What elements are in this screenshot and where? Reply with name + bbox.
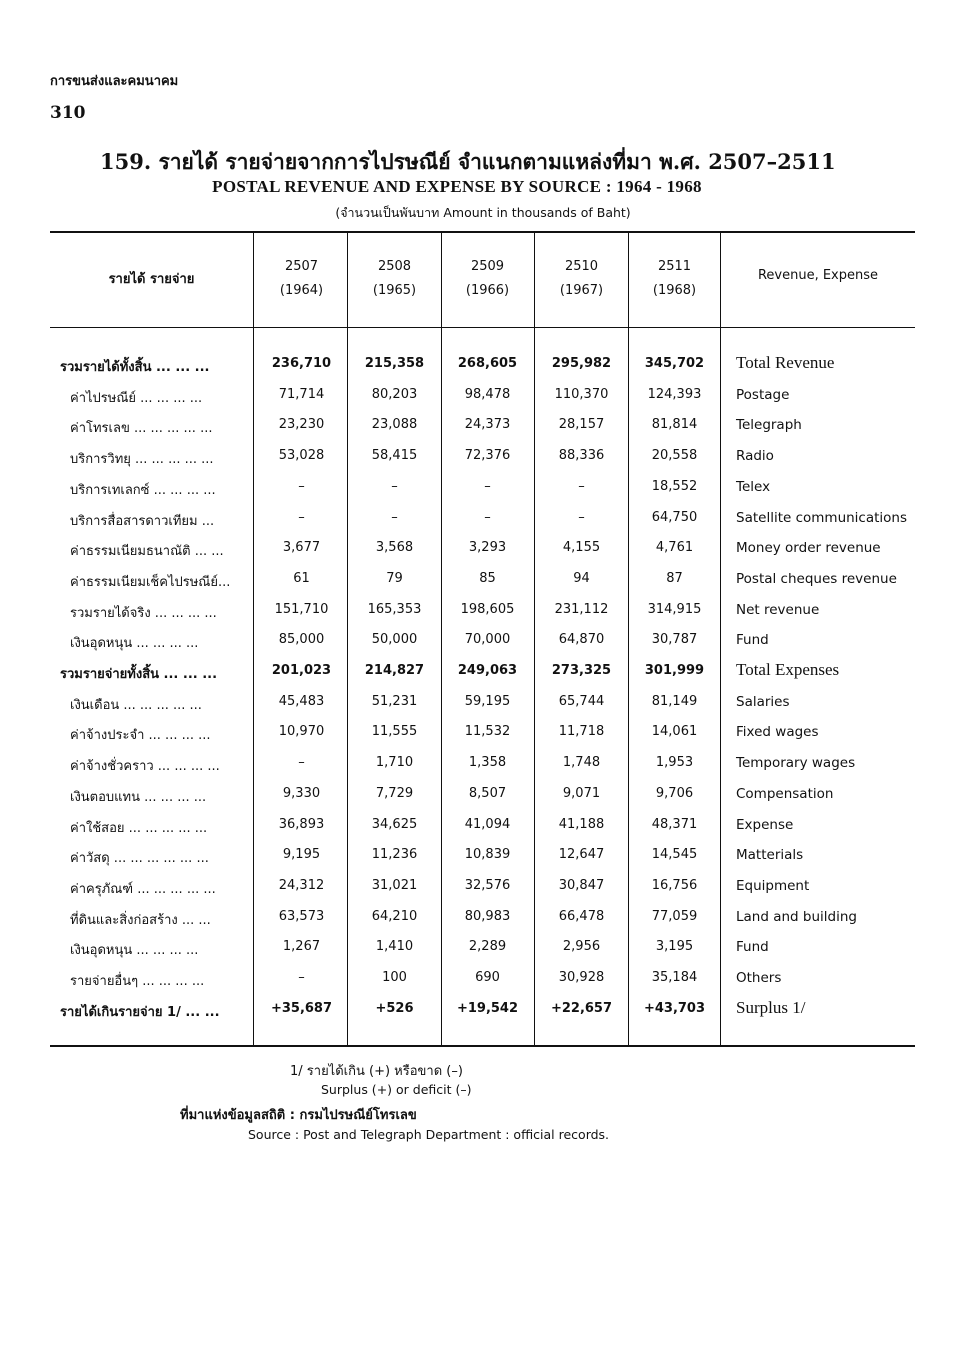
row-label-english: Fixed wages — [736, 724, 819, 741]
row-label-english: Equipment — [736, 877, 810, 894]
value-cell: 65,744 — [558, 693, 605, 709]
row-label-english: Compensation — [736, 785, 834, 802]
value-cell: 64,750 — [651, 509, 698, 525]
value-cell: 314,915 — [647, 601, 702, 617]
value-cell: 9,071 — [562, 785, 601, 801]
table-row — [50, 872, 915, 902]
value-cell: 295,982 — [551, 356, 612, 371]
value-cell: 1,358 — [468, 755, 507, 771]
value-cell: 268,605 — [457, 356, 518, 371]
row-label-thai: รายจ่ายอื่นๆ ... ... ... ... — [70, 974, 205, 989]
table-top-rule — [50, 231, 915, 233]
value-cell: 53,028 — [278, 448, 325, 464]
header-label-english: Revenue, Expense — [757, 268, 879, 283]
value-cell: 3,293 — [468, 540, 507, 556]
value-cell: 30,847 — [558, 877, 605, 893]
table-title-thai: 159. รายได้ รายจ่ายจากการไปรษณีย์ จำแนกตามแหล่งที่มา พ.ศ. 2507–2511 — [100, 149, 836, 174]
row-label-thai: ค่าใช้สอย ... ... ... ... ... — [70, 820, 208, 836]
year-header — [628, 255, 721, 303]
header-label-thai: รายได้ รายจ่าย — [108, 272, 195, 287]
source-thai: ที่มาแห่งข้อมูลสถิติ : กรมไปรษณีย์โทรเลข — [180, 1108, 417, 1123]
value-cell: 10,970 — [278, 724, 325, 740]
value-cell: 198,605 — [460, 601, 515, 617]
table-row — [50, 565, 915, 595]
value-cell: 81,814 — [651, 417, 698, 433]
table-row — [50, 933, 915, 963]
year-header — [255, 255, 348, 303]
value-cell: 4,155 — [562, 540, 601, 556]
row-label-english: Matterials — [736, 847, 804, 864]
row-label-english: Postage — [736, 386, 790, 403]
row-label-thai: บริการวิทยุ ... ... ... ... ... — [70, 452, 214, 468]
value-cell: +22,657 — [550, 1000, 613, 1016]
row-label-english: Telex — [736, 478, 771, 495]
value-cell: 3,568 — [375, 540, 414, 556]
value-cell: 64,210 — [371, 908, 418, 924]
row-label-thai: เงินเดือน ... ... ... ... ... — [70, 697, 202, 713]
footnote-thai: 1/ รายได้เกิน (+) หรือขาด (–) — [290, 1064, 463, 1079]
value-cell: 85,000 — [278, 632, 325, 648]
value-cell: 345,702 — [644, 356, 705, 371]
value-cell: 236,710 — [271, 356, 332, 371]
value-cell: – — [578, 509, 585, 525]
table-row — [50, 903, 915, 933]
year-header — [348, 255, 441, 303]
value-cell: – — [391, 478, 398, 494]
value-cell: +526 — [375, 1000, 414, 1016]
value-cell: 16,756 — [651, 877, 698, 893]
value-cell: 11,718 — [558, 724, 605, 740]
value-cell: 215,358 — [364, 356, 425, 371]
row-label-thai: ค่าโทรเลข ... ... ... ... ... — [70, 421, 213, 437]
value-cell: 64,870 — [558, 632, 605, 648]
value-cell: 35,184 — [651, 970, 698, 985]
value-cell: 9,330 — [282, 785, 321, 801]
value-cell: 72,376 — [464, 448, 511, 464]
value-cell: 50,000 — [371, 632, 418, 648]
value-cell: 18,552 — [651, 478, 698, 494]
year-ad: (1967) — [559, 283, 604, 298]
row-label-thai: ค่าธรรมเนียมเช็คไปรษณีย์... — [70, 574, 231, 590]
value-cell: 231,112 — [554, 601, 609, 617]
value-cell: 61 — [293, 570, 310, 586]
year-be: 2510 — [564, 259, 599, 274]
value-cell: 201,023 — [271, 663, 332, 678]
value-cell: 31,021 — [371, 877, 418, 893]
table-row — [50, 596, 915, 626]
value-cell: 9,706 — [655, 785, 694, 801]
source-english: Source : Post and Telegraph Department : official records. — [248, 1127, 610, 1142]
value-cell: 51,231 — [371, 693, 418, 709]
value-cell: 1,710 — [375, 755, 414, 771]
running-head: การขนส่งและคมนาคม — [50, 74, 179, 89]
value-cell: 690 — [475, 970, 500, 985]
year-ad: (1968) — [652, 283, 697, 298]
row-label-english: Temporary wages — [736, 755, 856, 772]
table-row — [50, 442, 915, 472]
value-cell: – — [484, 509, 491, 525]
value-cell: 11,236 — [371, 847, 418, 863]
year-be: 2508 — [377, 259, 412, 274]
value-cell: 1,410 — [375, 939, 414, 955]
value-cell: – — [578, 478, 585, 494]
row-label-thai: เงินตอบแทน ... ... ... ... — [70, 789, 207, 805]
value-cell: 85 — [479, 570, 496, 586]
value-cell: 24,312 — [278, 877, 325, 893]
value-cell: 7,729 — [375, 785, 414, 801]
row-label-english: Salaries — [736, 693, 790, 710]
value-cell: 11,555 — [371, 724, 418, 740]
value-cell: 63,573 — [278, 908, 325, 924]
row-label-english: Total Expenses — [736, 660, 840, 679]
value-cell: 59,195 — [464, 693, 511, 709]
value-cell: 79 — [386, 570, 403, 586]
table-row — [50, 780, 915, 810]
value-cell: 273,325 — [551, 663, 612, 678]
row-label-thai: รวมรายได้จริง ... ... ... ... — [70, 605, 217, 621]
table-row — [50, 350, 915, 380]
value-cell: +35,687 — [270, 1000, 333, 1016]
table-row — [50, 626, 915, 656]
value-cell: 3,195 — [655, 939, 694, 955]
value-cell: 41,188 — [558, 816, 605, 832]
table-row — [50, 657, 915, 687]
row-label-thai: บริการเทเลกซ์ ... ... ... ... — [70, 482, 216, 498]
value-cell: 165,353 — [367, 601, 422, 617]
value-cell: 249,063 — [457, 663, 518, 678]
row-label-english: Satellite communications — [736, 509, 908, 526]
value-cell: 12,647 — [558, 847, 605, 863]
value-cell: 41,094 — [464, 816, 511, 832]
year-be: 2509 — [470, 259, 505, 274]
table-row — [50, 995, 915, 1025]
value-cell: 124,393 — [647, 386, 702, 402]
row-label-thai: บริการสื่อสารดาวเทียม ... — [70, 513, 215, 529]
value-cell: +43,703 — [643, 1000, 706, 1016]
row-label-english: Others — [736, 970, 782, 986]
value-cell: 34,625 — [371, 816, 418, 832]
table-row — [50, 534, 915, 564]
row-label-english: Surplus 1/ — [736, 997, 806, 1017]
value-cell: 100 — [382, 970, 407, 985]
row-label-english: Postal cheques revenue — [736, 570, 897, 587]
year-be: 2511 — [657, 259, 692, 274]
year-header — [535, 255, 628, 303]
table-title-english: POSTAL REVENUE AND EXPENSE BY SOURCE : 1964 - 1968 — [212, 177, 702, 196]
row-label-english: Expense — [736, 816, 794, 833]
row-label-thai: รวมรายจ่ายทั้งสิ้น ... ... ... — [60, 667, 218, 682]
row-label-thai: ค่าครุภัณฑ์ ... ... ... ... ... — [70, 881, 216, 897]
row-label-english: Money order revenue — [736, 540, 881, 557]
footnote-english: Surplus (+) or deficit (–) — [321, 1082, 472, 1097]
value-cell: 30,787 — [651, 632, 698, 648]
table-row — [50, 411, 915, 441]
value-cell: 3,677 — [282, 540, 321, 556]
value-cell: 45,483 — [278, 693, 325, 709]
value-cell: 1,267 — [282, 939, 321, 955]
value-cell: – — [298, 755, 305, 771]
value-cell: 66,478 — [558, 908, 605, 924]
value-cell: 20,558 — [651, 448, 698, 464]
value-cell: 98,478 — [464, 386, 511, 402]
table-row — [50, 504, 915, 534]
year-ad: (1964) — [279, 283, 324, 298]
value-cell: 8,507 — [468, 785, 507, 801]
year-be: 2507 — [284, 259, 319, 274]
value-cell: 81,149 — [651, 693, 698, 709]
value-cell: 87 — [666, 570, 683, 586]
value-cell: – — [298, 970, 305, 985]
value-cell: 301,999 — [644, 663, 705, 678]
value-cell: 24,373 — [464, 417, 511, 433]
row-label-thai: ค่าวัสดุ ... ... ... ... ... ... — [70, 851, 209, 867]
value-cell: 30,928 — [558, 970, 605, 985]
row-label-english: Net revenue — [736, 601, 820, 618]
value-cell: 1,953 — [655, 755, 694, 771]
value-cell: – — [391, 509, 398, 525]
year-ad: (1965) — [372, 283, 417, 298]
value-cell: 11,532 — [464, 724, 511, 740]
value-cell: 14,061 — [651, 724, 698, 740]
unit-note: (จำนวนเป็นพันบาท Amount in thousands of Baht) — [335, 205, 631, 220]
value-cell: 110,370 — [554, 386, 609, 402]
value-cell: 58,415 — [371, 448, 418, 464]
value-cell: 1,748 — [562, 755, 601, 771]
row-label-english: Fund — [736, 632, 769, 649]
row-label-english: Telegraph — [736, 417, 802, 434]
table-row — [50, 718, 915, 748]
table-row — [50, 749, 915, 779]
row-label-thai: เงินอุดหนุน ... ... ... ... — [70, 636, 199, 652]
value-cell: 48,371 — [651, 816, 698, 832]
value-cell: 2,956 — [562, 939, 601, 955]
value-cell: 36,893 — [278, 816, 325, 832]
row-label-thai: รวมรายได้ทั้งสิ้น ... ... ... — [60, 360, 210, 375]
table-bottom-rule — [50, 1045, 915, 1047]
row-label-thai: ค่าจ้างชั่วคราว ... ... ... ... — [70, 759, 220, 775]
value-cell: 214,827 — [364, 663, 425, 678]
value-cell: +19,542 — [456, 1000, 519, 1016]
table-row — [50, 473, 915, 503]
year-ad: (1966) — [465, 283, 510, 298]
row-label-thai: เงินอุดหนุน ... ... ... ... — [70, 943, 199, 959]
value-cell: 10,839 — [464, 847, 511, 863]
value-cell: 151,710 — [274, 601, 329, 617]
value-cell: 80,983 — [464, 908, 511, 924]
value-cell: 80,203 — [371, 386, 418, 402]
value-cell: – — [298, 509, 305, 525]
value-cell: 32,576 — [464, 877, 511, 893]
value-cell: 9,195 — [282, 847, 321, 863]
value-cell: 23,088 — [371, 417, 418, 433]
value-cell: 28,157 — [558, 417, 605, 433]
page-number: 310 — [50, 103, 86, 123]
table-row — [50, 811, 915, 841]
row-label-thai: รายได้เกินรายจ่าย 1/ ... ... — [60, 1004, 220, 1020]
row-label-english: Radio — [736, 448, 774, 465]
value-cell: 70,000 — [464, 632, 511, 648]
table-row — [50, 688, 915, 718]
row-label-thai: ที่ดินและสิ่งก่อสร้าง ... ... — [70, 912, 211, 928]
year-header — [441, 255, 534, 303]
row-label-thai: ค่าธรรมเนียมธนาณัติ ... ... — [70, 544, 224, 560]
table-row — [50, 381, 915, 411]
row-label-english: Total Revenue — [736, 353, 835, 372]
value-cell: 88,336 — [558, 448, 605, 464]
row-label-english: Land and building — [736, 908, 857, 925]
value-cell: 94 — [573, 570, 590, 586]
header-rule — [50, 327, 915, 328]
value-cell: 2,289 — [468, 939, 507, 955]
row-label-english: Fund — [736, 939, 769, 956]
value-cell: 23,230 — [278, 417, 325, 433]
value-cell: 4,761 — [655, 540, 694, 556]
value-cell: – — [298, 478, 305, 494]
value-cell: 14,545 — [651, 847, 698, 863]
value-cell: 77,059 — [651, 908, 698, 924]
value-cell: – — [484, 478, 491, 494]
row-label-thai: ค่าไปรษณีย์ ... ... ... ... — [70, 390, 203, 406]
table-row — [50, 964, 915, 994]
value-cell: 71,714 — [278, 386, 325, 402]
row-label-thai: ค่าจ้างประจำ ... ... ... ... — [70, 728, 211, 744]
table-row — [50, 841, 915, 871]
